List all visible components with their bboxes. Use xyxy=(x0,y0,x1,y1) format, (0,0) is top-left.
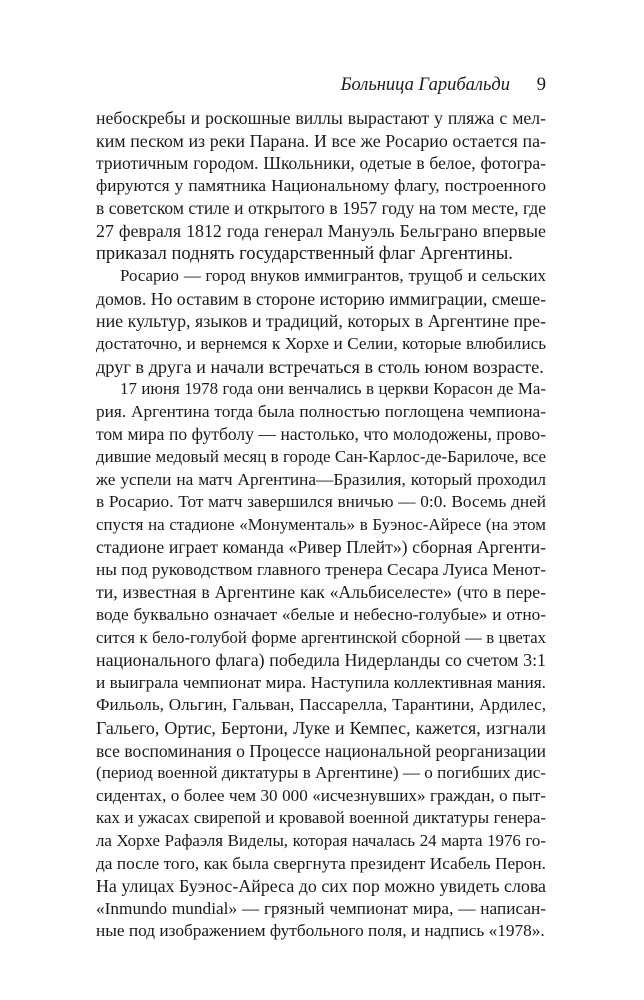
page-number: 9 xyxy=(536,75,546,95)
text-line: небоскребы и роскошные виллы вырастают у пляжа с мел- xyxy=(96,108,546,128)
body-text xyxy=(96,107,546,943)
text-line: стадионе играет команда «Ривер Плейт») сборная Аргенти- xyxy=(96,537,546,558)
text-line: и выиграла чемпионат мира. Наступила коллективная мания. xyxy=(96,672,546,692)
text-line: Росарио — город внуков иммигрантов, трущоб и сельских xyxy=(120,266,546,286)
text-line: все воспоминания о Процессе национальной реорганизации xyxy=(96,740,546,761)
text-line: (период военной диктатуры в Аргентине) — о погибших дис- xyxy=(96,763,546,783)
text-line: ким песком из реки Парана. И все же Росарио остается па- xyxy=(96,130,546,151)
text-line: фируются у памятника Национальному флагу, построенного xyxy=(96,175,546,195)
text-line: На улицах Буэнос-Айреса до сих пор можно увидеть слова xyxy=(96,876,546,897)
text-line: же успели на матч Аргентина—Бразилия, который проходил xyxy=(96,469,546,489)
text-line: 17 июня 1978 года они венчались в церкви Корасон де Ма- xyxy=(120,379,546,399)
text-line: национального флага) победила Нидерланды со счетом 3:1 xyxy=(96,650,546,671)
text-line: ках и ужасах свирепой и кровавой военной диктатуры генера- xyxy=(96,808,546,828)
running-header xyxy=(96,70,546,100)
text-line: друг в друга и начали встречаться в столь юном возрасте. xyxy=(96,356,544,377)
text-line: домов. Но оставим в стороне историю иммиграции, смеше- xyxy=(96,288,546,309)
text-line: воде буквально означает «белые и небесно-голубые» и отно- xyxy=(96,605,546,625)
text-line: в советском стиле и открытого в 1957 году на том месте, где xyxy=(96,198,546,219)
text-line: ные под изображением футбольного поля, и надпись «1978». xyxy=(96,921,545,941)
text-line: дившие медовый месяц в городе Сан-Карлос-де-Барилоче, все xyxy=(96,446,546,466)
text-line: сится к бело-голубой форме аргентинской сборной — в цветах xyxy=(96,627,546,647)
text-line: ны под руководством главного тренера Сесара Луиса Менот- xyxy=(96,559,546,579)
text-line: сидентах, о более чем 30 000 «исчезнувших» граждан, о пыт- xyxy=(96,785,546,805)
text-line: да после того, как была свергнута президент Исабель Перон. xyxy=(96,853,546,873)
text-line: приказал поднять государственный флаг Аргентины. xyxy=(96,243,513,264)
text-line: Гальего, Ортис, Бертони, Луке и Кемпес, кажется, изгнали xyxy=(96,718,546,739)
paragraph xyxy=(96,378,546,943)
text-line: «Inmundo mundial» — грязный чемпионат мира, — написан- xyxy=(96,898,546,918)
text-line: ние культур, языков и традиций, которых в Аргентине пре- xyxy=(96,311,546,332)
text-line: Фильоль, Ольгин, Гальван, Пассарелла, Тарантини, Ардилес, xyxy=(96,695,546,715)
text-line: 27 февраля 1812 года генерал Мануэль Бельграно впервые xyxy=(96,220,546,241)
paragraph xyxy=(96,107,546,265)
text-line: спустя на стадионе «Монументаль» в Буэнос-Айресе (на этом xyxy=(96,514,546,534)
text-line: ла Хорхе Рафаэля Виделы, которая началась 24 марта 1976 го- xyxy=(96,831,546,850)
text-line: триотичным городом. Школьники, одетые в белое, фотогра- xyxy=(96,153,546,174)
text-line: рия. Аргентина тогда была полностью поглощена чемпиона- xyxy=(96,401,546,421)
text-line: том мира по футболу — настолько, что молодожены, прово- xyxy=(96,424,546,445)
text-line: в Росарио. Тот матч завершился вничью — 0:0. Восемь дней xyxy=(96,492,546,512)
running-title: Больница Гарибальди xyxy=(340,75,510,95)
text-line: ти, известная в Аргентине как «Альбиселесте» (что в пере- xyxy=(96,582,546,603)
paragraph xyxy=(96,265,546,378)
text-line: достаточно, и вернемся к Хорхе и Селии, которые влюбились xyxy=(96,333,546,353)
